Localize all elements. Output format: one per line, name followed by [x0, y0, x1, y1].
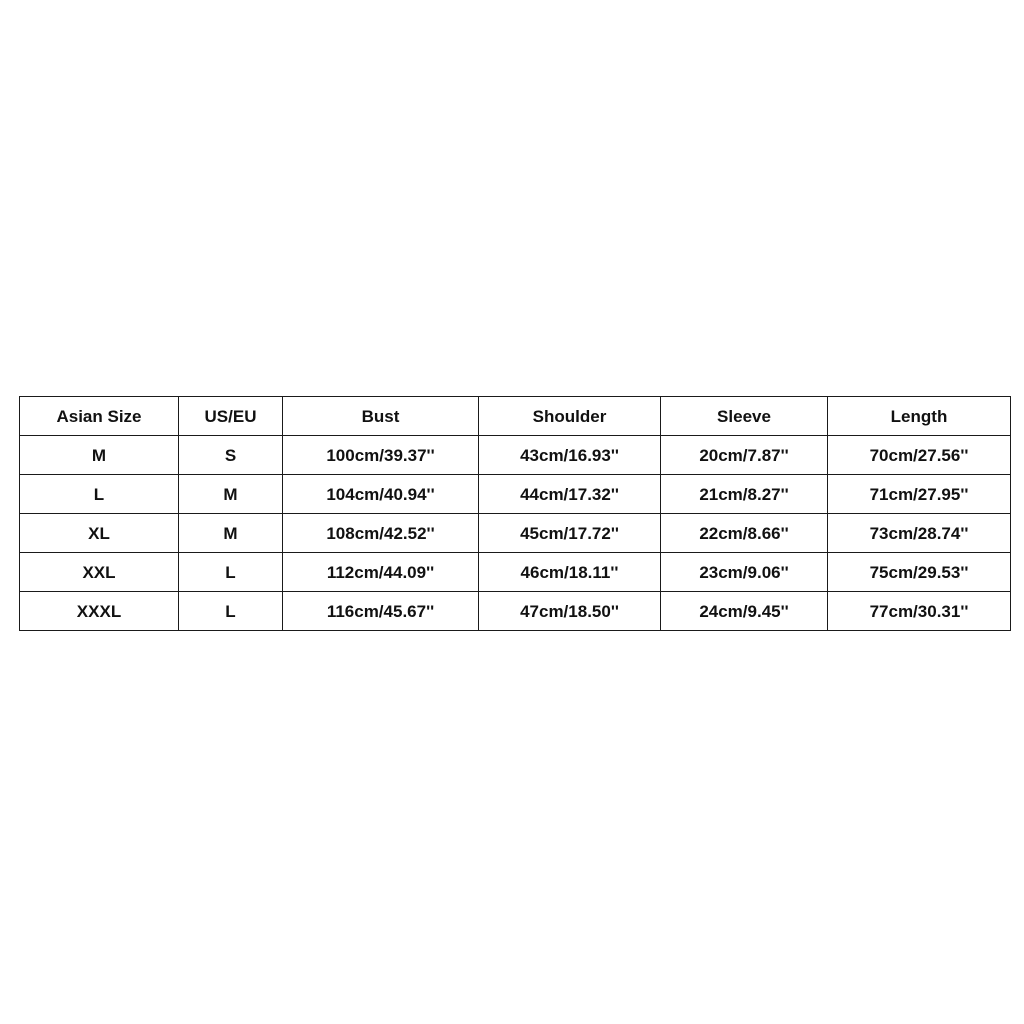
cell-shoulder: 47cm/18.50'' [479, 592, 661, 631]
cell-sleeve: 20cm/7.87'' [661, 436, 828, 475]
cell-shoulder: 44cm/17.32'' [479, 475, 661, 514]
cell-us-eu: M [179, 514, 283, 553]
cell-asian-size: L [20, 475, 179, 514]
cell-length: 73cm/28.74'' [828, 514, 1011, 553]
header-sleeve: Sleeve [661, 397, 828, 436]
cell-shoulder: 45cm/17.72'' [479, 514, 661, 553]
table-header-row [20, 397, 1011, 436]
table-row [20, 592, 1011, 631]
table-row [20, 436, 1011, 475]
cell-us-eu: M [179, 475, 283, 514]
cell-length: 70cm/27.56'' [828, 436, 1011, 475]
cell-sleeve: 24cm/9.45'' [661, 592, 828, 631]
cell-bust: 112cm/44.09'' [283, 553, 479, 592]
cell-length: 77cm/30.31'' [828, 592, 1011, 631]
size-chart-table [19, 396, 1011, 631]
cell-sleeve: 22cm/8.66'' [661, 514, 828, 553]
table-row [20, 475, 1011, 514]
cell-shoulder: 46cm/18.11'' [479, 553, 661, 592]
cell-bust: 108cm/42.52'' [283, 514, 479, 553]
header-bust: Bust [283, 397, 479, 436]
cell-bust: 104cm/40.94'' [283, 475, 479, 514]
header-us-eu: US/EU [179, 397, 283, 436]
cell-asian-size: M [20, 436, 179, 475]
cell-length: 71cm/27.95'' [828, 475, 1011, 514]
cell-sleeve: 23cm/9.06'' [661, 553, 828, 592]
header-length: Length [828, 397, 1011, 436]
cell-length: 75cm/29.53'' [828, 553, 1011, 592]
header-asian-size: Asian Size [20, 397, 179, 436]
cell-shoulder: 43cm/16.93'' [479, 436, 661, 475]
cell-bust: 116cm/45.67'' [283, 592, 479, 631]
cell-bust: 100cm/39.37'' [283, 436, 479, 475]
table-row [20, 514, 1011, 553]
cell-asian-size: XXL [20, 553, 179, 592]
cell-asian-size: XXXL [20, 592, 179, 631]
cell-us-eu: L [179, 592, 283, 631]
header-shoulder: Shoulder [479, 397, 661, 436]
cell-asian-size: XL [20, 514, 179, 553]
cell-us-eu: L [179, 553, 283, 592]
cell-sleeve: 21cm/8.27'' [661, 475, 828, 514]
table-row [20, 553, 1011, 592]
cell-us-eu: S [179, 436, 283, 475]
